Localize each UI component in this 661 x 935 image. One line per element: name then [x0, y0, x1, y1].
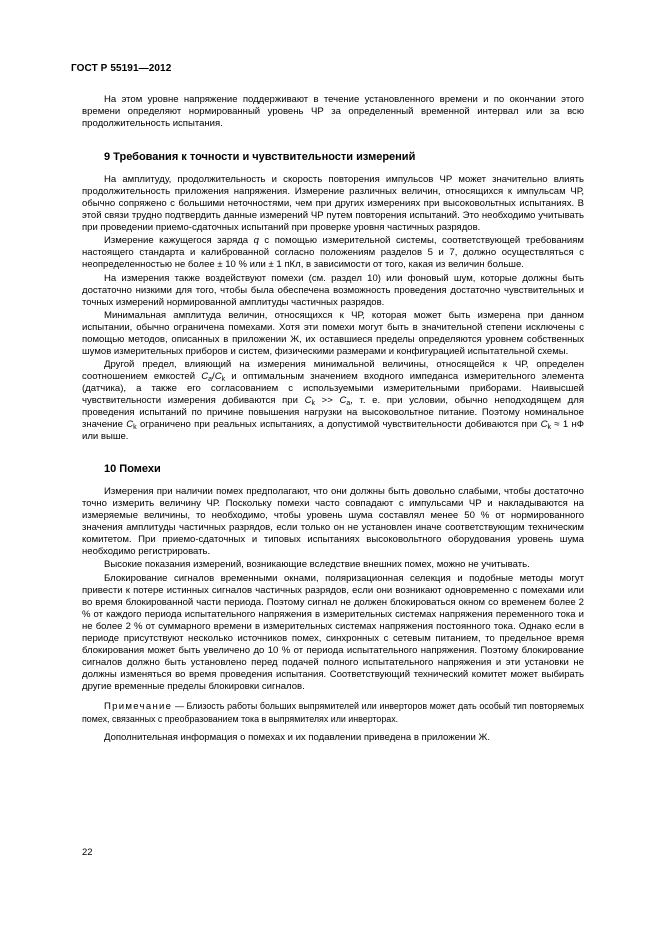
capacitance-symbol: C: [304, 394, 312, 406]
page-number: 22: [82, 847, 93, 858]
charge-symbol: q: [253, 235, 259, 247]
subscript-k: k: [133, 424, 137, 432]
section-10-heading: 10 Помехи: [104, 463, 161, 476]
approx-sign: ≈ 1: [550, 419, 569, 431]
capacitance-symbol: C: [126, 419, 134, 431]
section-10-paragraph-1: Измерения при наличии помех предполагают, что они должны быть довольно слабыми, чтобы достаточно точно измерить величину ЧР. Поскольку помехи часто совпадают с импульсами ЧР и накладываются на измеряемые величины, то необходимо, чтобы уровень шума составлял менее 50 % от нормированного значения амплитуды частичных разрядов, если только он не установлен иначе соответствующим техническим комитетом. При приемо-сдаточных и типовых испытаниях высоковольтного оборудования уровень шума необходимо регистрировать.: [82, 486, 584, 558]
section-9-paragraph-5: [82, 359, 584, 443]
subscript-k: k: [311, 399, 315, 407]
text-run: и оптимальным значением входного импеданса измерительного элемента (датчика), а также его согласованием с используемыми измерительными приборами. Наивысшей чувствительности измерения добиваются при: [82, 370, 584, 406]
text-run: с помощью измерительной системы, соответствующей требованиям настоящего стандарта и калиброванной согласно положениям разделов 5 и 7, должно осуществляться с неопределенностью не более ± 10 % или ± 1 пКл, в зависимости от того, какая из величин больше.: [82, 235, 584, 271]
note-paragraph: [82, 700, 584, 726]
intro-paragraph: На этом уровне напряжение поддерживают в течение установленного времени и по окончании этого времени определяют нормированный уровень ЧР за определенный временной интервал или за всю продолжительность испытания.: [82, 94, 584, 130]
slash: /: [212, 370, 215, 382]
text-run: нФ или выше.: [82, 419, 584, 443]
section-9-heading: 9 Требования к точности и чувствительности измерений: [104, 151, 416, 164]
capacitance-symbol: C: [201, 370, 209, 382]
subscript-k: k: [221, 375, 226, 383]
subscript-a: a: [208, 375, 213, 383]
document-body: [82, 94, 584, 744]
subscript-k: k: [547, 424, 551, 432]
much-greater-sign: >>: [315, 394, 340, 406]
capacitance-symbol: C: [540, 419, 548, 431]
note-label: Примечание: [104, 700, 173, 712]
note-text: — Близость работы больших выпрямителей или инверторов может дать особый тип повторяемых помех, связанных с преобразованием тока в выпрямителях или инверторах.: [82, 700, 584, 725]
text-run: Другой предел, влияющий на измерения минимальной величины, относящейся к ЧР, определен соотношением емкостей: [82, 358, 584, 382]
section-9-paragraph-2: [82, 235, 584, 271]
section-9-paragraph-3: На измерения также воздействуют помехи (см. раздел 10) или фоновый шум, которые должны быть достаточно низкими для того, чтобы была обеспечена возможность проведения достаточно чувствительных и точных измерений нормированной амплитуды частичных разрядов.: [82, 272, 584, 308]
text-run: Измерение кажущегося заряда: [104, 235, 254, 247]
section-10-paragraph-4: Дополнительная информация о помехах и их подавлении приведена в приложении Ж.: [104, 732, 490, 744]
text-run: ограничено при реальных испытаниях, а допустимой чувствительности добиваются при: [136, 419, 541, 431]
section-10-paragraph-3: Блокирование сигналов временными окнами, поляризационная селекция и подобные методы могут привести к потере истинных сигналов частичных разрядов, если они возникают одновременно с помехами или во время блокированной части периода. Поэтому сигнал не должен блокироваться окном со временем более 2 % от каждого периода испытательного напряжения в измерительных системах напряжения переменного тока и не более 2 % от суммарного времени в измерительных системах напряжения постоянного тока. Однако если в периоде присутствуют несколько источников помех, синхронных с сетевым питанием, то предельное время блокирования может быть увеличено до 10 % от периода испытательного напряжения. Поэтому блокирование сигналов должно быть установлено перед подачей полного испытательного напряжения и эти установки не должны изменяться во время проведения испытания. Соответствующий технический комитет может выбирать другие временные пределы блокировки сигналов.: [82, 572, 584, 692]
section-9-paragraph-1: На амплитуду, продолжительность и скорость повторения импульсов ЧР может значительно влиять продолжительность приложения напряжения. Измерение различных величин, относящихся к импульсам ЧР, обычно сопряжено с большими неточностями, чем при других измерениях при высоковольтных испытаниях. В этой связи трудно подтвердить данные измерений ЧР путем повторения испытаний. Это необходимо учитывать при проведении приемо-сдаточных испытаний при проверке уровня частичных разрядов.: [82, 174, 584, 234]
text-run: , т. е. при условии, обычно неподходящем для проведения испытаний по причине повышения нагрузки на высоковольтное питание. Поэтому номинальное значение: [82, 394, 584, 431]
capacitance-symbol: C: [339, 394, 347, 406]
standard-header: ГОСТ Р 55191—2012: [71, 63, 172, 74]
capacitance-symbol: C: [214, 370, 222, 382]
section-10-paragraph-2: Высокие показания измерений, возникающие вследствие внешних помех, можно не учитывать.: [104, 559, 530, 571]
subscript-a: a: [346, 399, 351, 407]
section-9-paragraph-4: Минимальная амплитуда величин, относящихся к ЧР, которая может быть измерена при данном испытании, обычно ограничена помехами. Хотя эти помехи могут быть в значительной степени исключены с помощью методов, описанных в приложении Ж, их оставшиеся пределы определяются уровнем собственных шумов измерительных приборов и систем, физическими размерами и конфигурацией испытательной схемы.: [82, 309, 584, 357]
